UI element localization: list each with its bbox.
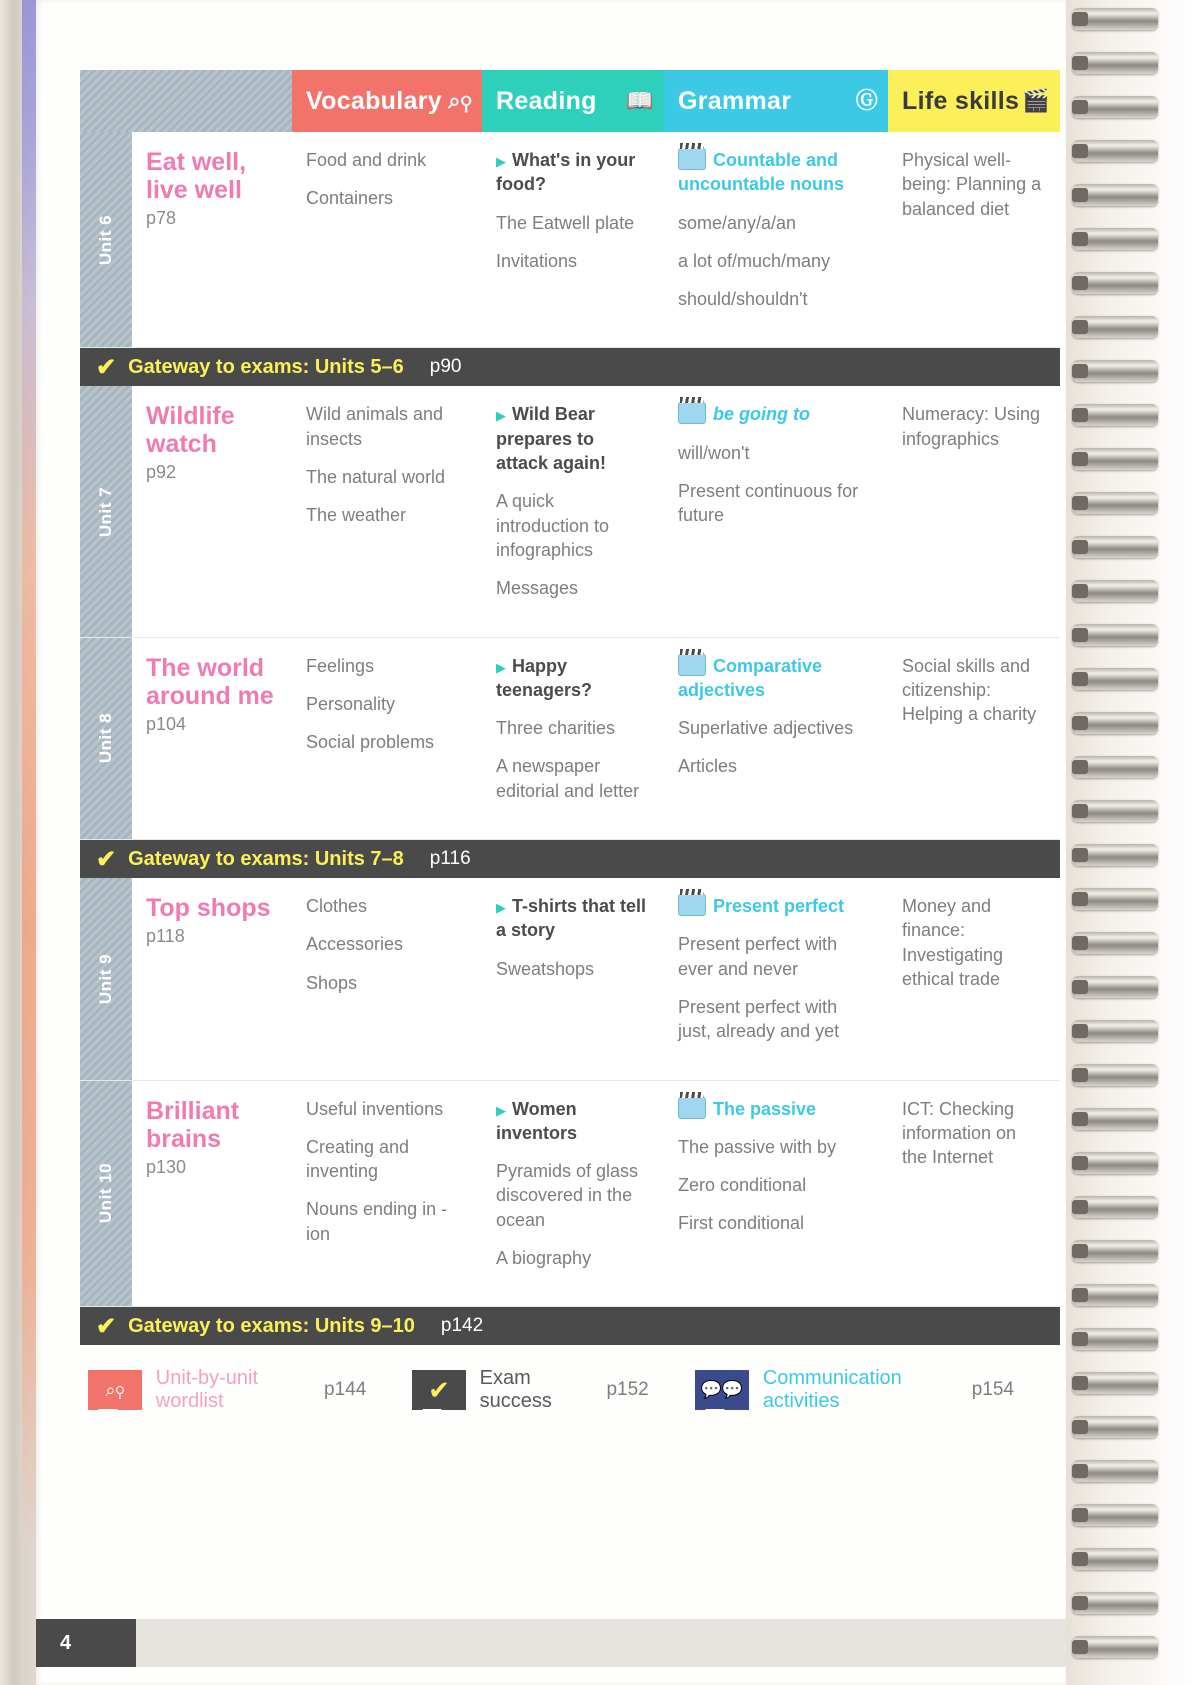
gateway-page: p116 xyxy=(429,848,471,870)
unit-tab-label: Unit 8 xyxy=(96,713,115,764)
spiral-ring xyxy=(1072,184,1158,206)
footer-link-label: Unit-by-unit wordlist xyxy=(155,1367,259,1413)
cell-item xyxy=(678,932,874,981)
spiral-ring xyxy=(1072,448,1158,470)
cell-item: The natural world xyxy=(306,467,446,488)
spiral-ring xyxy=(1072,1372,1158,1394)
cell-item xyxy=(496,1097,650,1146)
header-blank-cell xyxy=(80,70,292,132)
spiral-ring xyxy=(1072,976,1158,998)
cell-item xyxy=(678,287,874,311)
clapperboard-icon xyxy=(678,148,706,170)
spiral-ring xyxy=(1072,1064,1158,1086)
gateway-label: Gateway to exams: Units 7–8 xyxy=(128,847,404,870)
spiral-ring xyxy=(1072,1020,1158,1042)
unit-title-cell[interactable] xyxy=(132,386,292,636)
triangle-icon: ▶ xyxy=(496,900,506,916)
spiral-ring xyxy=(1072,844,1158,866)
cell-item: Numeracy: Using infographics xyxy=(902,404,1041,449)
cell-item xyxy=(496,957,650,981)
magnifier-icon: ⌕⚲ xyxy=(88,1370,142,1410)
spiral-ring xyxy=(1072,712,1158,734)
spiral-ring xyxy=(1072,932,1158,954)
spiral-ring xyxy=(1072,404,1158,426)
cell-item: Physical well-being: Planning a balanced diet xyxy=(902,150,1042,219)
unit-row xyxy=(80,132,1060,348)
column-header-grammar xyxy=(664,70,888,132)
unit-title-cell[interactable] xyxy=(132,638,292,839)
cell-item xyxy=(496,754,650,803)
unit-title: Brilliant brains xyxy=(146,1096,240,1153)
grammar-cell xyxy=(664,638,888,839)
cell-item xyxy=(678,754,874,778)
reading-title: T-shirts that tell a story xyxy=(496,896,647,941)
grammar-text: will/won't xyxy=(678,442,750,463)
gateway-label: Gateway to exams: Units 5–6 xyxy=(128,355,404,378)
spiral-ring xyxy=(1072,360,1158,382)
spiral-ring xyxy=(1072,668,1158,690)
cell-item: Useful inventions xyxy=(306,1098,444,1119)
cell-item xyxy=(678,654,874,703)
vocabulary-cell xyxy=(292,386,482,636)
cell-item xyxy=(496,716,650,740)
reading-title: Happy teenagers? xyxy=(496,655,593,700)
column-header-lifeskills xyxy=(888,70,1060,132)
cell-item xyxy=(496,1246,650,1270)
speech-bubbles-icon: 💬💬 xyxy=(695,1370,749,1410)
grammar-link[interactable]: Present perfect xyxy=(713,896,845,917)
cell-item: Social skills and citizenship: Helping a charity xyxy=(902,655,1037,725)
footer-link-page: p152 xyxy=(606,1379,649,1401)
cell-item: Money and finance: Investigating ethical trade xyxy=(902,896,1004,989)
cell-item xyxy=(678,1173,874,1197)
cell-item xyxy=(496,249,650,273)
cell-item xyxy=(678,441,874,465)
gateway-page: p142 xyxy=(440,1315,484,1337)
unit-tab xyxy=(80,386,132,636)
cell-item xyxy=(678,995,874,1044)
cell-item: Food and drink xyxy=(306,150,427,170)
footer-link[interactable] xyxy=(695,1367,1014,1413)
clapperboard-icon xyxy=(678,654,706,676)
footer-link-label: Exam success xyxy=(479,1367,552,1413)
spiral-ring xyxy=(1072,888,1158,910)
gateway-to-exams-bar[interactable] xyxy=(80,840,1060,878)
spiral-ring xyxy=(1072,1284,1158,1306)
cell-item xyxy=(678,148,874,197)
unit-tab xyxy=(80,638,132,839)
spiral-ring xyxy=(1072,800,1158,822)
vocabulary-cell xyxy=(292,1081,482,1307)
spiral-ring xyxy=(1072,8,1158,30)
reading-cell xyxy=(482,386,664,636)
contents-table xyxy=(80,70,1060,1413)
reading-cell xyxy=(482,1081,664,1307)
unit-tab-label: Unit 7 xyxy=(96,486,115,537)
bottom-strip xyxy=(136,1619,1066,1667)
unit-page: p78 xyxy=(146,208,177,228)
gateway-to-exams-bar[interactable] xyxy=(80,1307,1060,1345)
cell-item xyxy=(496,211,650,235)
spiral-ring xyxy=(1072,536,1158,558)
page-number: 4 xyxy=(36,1619,136,1667)
grammar-text: The passive with by xyxy=(678,1136,837,1157)
spiral-ring xyxy=(1072,492,1158,514)
column-header-vocabulary-label: Vocabulary xyxy=(306,86,442,115)
cell-item xyxy=(678,894,874,918)
grammar-text: Present perfect with ever and never xyxy=(678,934,838,979)
cell-item xyxy=(496,489,650,562)
cell-item: Social problems xyxy=(306,732,435,753)
unit-title: Wildlife watch xyxy=(146,402,235,459)
triangle-icon: ▶ xyxy=(496,659,506,675)
spiral-ring xyxy=(1072,1460,1158,1482)
cell-item xyxy=(678,716,874,740)
column-header-lifeskills-label: Life skills xyxy=(902,86,1020,115)
grammar-link[interactable]: Comparative adjectives xyxy=(678,655,823,700)
cell-item: ICT: Checking information on the Internet xyxy=(902,1098,1017,1168)
cell-item xyxy=(496,1159,650,1232)
cell-item xyxy=(678,211,874,235)
footer-links xyxy=(80,1367,1060,1413)
unit-row xyxy=(80,386,1060,637)
cell-item: The weather xyxy=(306,505,407,526)
spiral-ring xyxy=(1072,316,1158,338)
reading-text: Sweatshops xyxy=(496,958,595,979)
clapperboard-icon: 🎬 xyxy=(1022,88,1050,113)
spiral-ring xyxy=(1072,1108,1158,1130)
unit-row xyxy=(80,1081,1060,1308)
column-header-reading-label: Reading xyxy=(496,86,597,115)
cell-item xyxy=(496,402,650,475)
cell-item: Nouns ending in -ion xyxy=(306,1199,448,1244)
grammar-cell xyxy=(664,1081,888,1307)
unit-page: p130 xyxy=(146,1156,187,1177)
cell-item: Accessories xyxy=(306,934,404,955)
reading-text: The Eatwell plate xyxy=(496,212,635,233)
cell-item xyxy=(678,1135,874,1159)
unit-page: p104 xyxy=(146,713,187,734)
unit-row xyxy=(80,638,1060,840)
footer-link[interactable] xyxy=(88,1367,366,1413)
spiral-ring xyxy=(1072,52,1158,74)
column-header-grammar-label: Grammar xyxy=(678,86,792,115)
reading-title: Women inventors xyxy=(496,1098,578,1143)
unit-tab-label: Unit 6 xyxy=(96,214,115,265)
cell-item: Containers xyxy=(306,188,394,209)
cell-item xyxy=(496,894,650,943)
unit-title-cell[interactable] xyxy=(132,1081,292,1307)
column-header-reading xyxy=(482,70,664,132)
spiral-ring xyxy=(1072,1240,1158,1262)
spiral-ring xyxy=(1072,1504,1158,1526)
unit-tab xyxy=(80,132,132,347)
grammar-link[interactable]: The passive xyxy=(713,1098,817,1119)
grammar-text: some/any/a/an xyxy=(678,212,797,233)
footer-link-page: p154 xyxy=(971,1379,1014,1401)
reading-text: A newspaper editorial and letter xyxy=(496,756,640,801)
unit-tab xyxy=(80,878,132,1079)
table-body xyxy=(80,132,1060,1345)
cell-item: Shops xyxy=(306,972,358,993)
grammar-cell xyxy=(664,386,888,636)
gateway-to-exams-bar[interactable] xyxy=(80,348,1060,386)
reading-text: Pyramids of glass discovered in the ocean xyxy=(496,1161,639,1230)
grammar-text: Superlative adjectives xyxy=(678,718,854,739)
cell-item xyxy=(496,148,650,197)
unit-title-cell[interactable] xyxy=(132,132,292,347)
spiral-ring xyxy=(1072,272,1158,294)
grammar-text: should/shouldn't xyxy=(678,289,808,310)
unit-title-cell[interactable] xyxy=(132,878,292,1079)
gear-g-icon: Ⓖ xyxy=(855,88,878,113)
reading-text: A biography xyxy=(496,1248,592,1269)
check-icon: ✔ xyxy=(412,1370,465,1410)
check-icon: ✔ xyxy=(96,845,117,873)
grammar-text: First conditional xyxy=(678,1213,805,1234)
triangle-icon: ▶ xyxy=(496,1102,506,1118)
vocabulary-cell xyxy=(292,638,482,839)
unit-title: The world around me xyxy=(146,653,274,710)
grammar-text: Present perfect with just, already and yet xyxy=(678,996,840,1042)
grammar-text: Zero conditional xyxy=(678,1175,807,1196)
cell-item xyxy=(678,402,874,426)
footer-link[interactable] xyxy=(412,1367,648,1413)
spiral-ring xyxy=(1072,140,1158,162)
vocabulary-cell xyxy=(292,878,482,1079)
cell-item xyxy=(678,479,874,528)
check-icon: ✔ xyxy=(96,353,117,381)
lifeskills-cell xyxy=(888,638,1060,839)
reading-title: What's in your food? xyxy=(496,150,636,195)
unit-title: Eat well, live well xyxy=(146,148,247,204)
gateway-page: p90 xyxy=(429,356,462,378)
triangle-icon: ▶ xyxy=(496,154,506,169)
cell-item: Clothes xyxy=(306,896,368,917)
spiral-ring xyxy=(1072,228,1158,250)
reading-title: Wild Bear prepares to attack again! xyxy=(496,404,607,474)
unit-tab-label: Unit 9 xyxy=(96,953,115,1004)
gateway-label: Gateway to exams: Units 9–10 xyxy=(128,1314,415,1337)
spiral-ring xyxy=(1072,1416,1158,1438)
clapperboard-icon xyxy=(678,402,706,424)
book-spine xyxy=(22,0,36,1685)
unit-tab-label: Unit 10 xyxy=(96,1163,115,1224)
reading-text: Invitations xyxy=(496,250,578,271)
spiral-ring xyxy=(1072,1592,1158,1614)
magnifier-icon: ⌕⚲ xyxy=(448,88,472,113)
spiral-ring xyxy=(1072,1548,1158,1570)
grammar-text: a lot of/much/many xyxy=(678,250,831,271)
lifeskills-cell xyxy=(888,386,1060,636)
cell-item xyxy=(496,654,650,703)
spiral-ring xyxy=(1072,1196,1158,1218)
footer-link-label: Communication activities xyxy=(762,1367,902,1413)
vocabulary-cell xyxy=(292,132,482,347)
unit-page: p92 xyxy=(146,462,177,483)
reading-text: A quick introduction to infographics xyxy=(496,491,610,560)
grammar-text: Present continuous for future xyxy=(678,481,859,526)
open-book-icon: 📖 xyxy=(626,88,654,113)
reading-cell xyxy=(482,638,664,839)
spiral-ring xyxy=(1072,756,1158,778)
unit-row xyxy=(80,878,1060,1080)
reading-cell xyxy=(482,878,664,1079)
cell-item: Wild animals and insects xyxy=(306,404,444,449)
cell-item: Creating and inventing xyxy=(306,1136,410,1182)
unit-tab xyxy=(80,1081,132,1307)
reading-text: Three charities xyxy=(496,718,616,739)
grammar-cell xyxy=(664,132,888,347)
grammar-text: Articles xyxy=(678,756,738,777)
column-header-vocabulary xyxy=(292,70,482,132)
spiral-ring xyxy=(1072,96,1158,118)
cell-item xyxy=(496,576,650,600)
check-icon: ✔ xyxy=(96,1312,117,1340)
grammar-link[interactable]: be going to xyxy=(713,404,810,425)
spiral-ring xyxy=(1072,580,1158,602)
spiral-ring xyxy=(1072,1152,1158,1174)
cell-item: Personality xyxy=(306,693,396,714)
clapperboard-icon xyxy=(678,1097,706,1119)
spiral-ring xyxy=(1072,1636,1158,1658)
lifeskills-cell xyxy=(888,132,1060,347)
spiral-ring xyxy=(1072,624,1158,646)
footer-link-page: p144 xyxy=(324,1379,367,1401)
unit-page: p118 xyxy=(146,926,185,947)
cell-item: Feelings xyxy=(306,655,375,676)
table-header-row xyxy=(80,70,1060,132)
unit-title: Top shops xyxy=(146,894,271,923)
triangle-icon: ▶ xyxy=(496,408,506,424)
lifeskills-cell xyxy=(888,1081,1060,1307)
cell-item xyxy=(678,1097,874,1121)
reading-cell xyxy=(482,132,664,347)
spiral-binding xyxy=(1072,0,1192,1685)
clapperboard-icon xyxy=(678,894,706,916)
grammar-cell xyxy=(664,878,888,1079)
reading-text: Messages xyxy=(496,578,579,599)
spiral-ring xyxy=(1072,1328,1158,1350)
cell-item xyxy=(678,249,874,273)
grammar-link[interactable]: Countable and uncountable nouns xyxy=(678,150,844,195)
cell-item xyxy=(678,1211,874,1235)
lifeskills-cell xyxy=(888,878,1060,1079)
